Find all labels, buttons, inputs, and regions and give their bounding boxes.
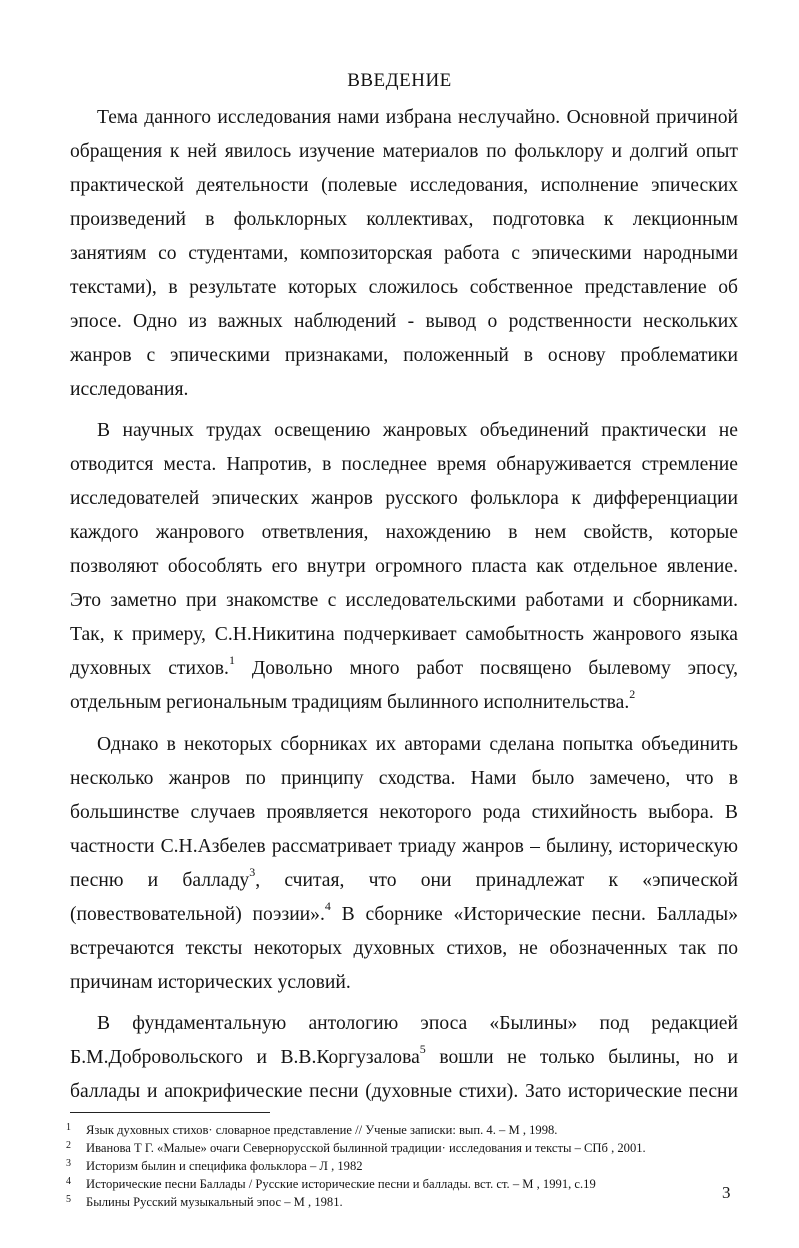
footnote-number: 4: [66, 1176, 71, 1187]
text-line: Однако в некоторых сборниках их авторами сделана попытка объединить: [97, 734, 738, 755]
footnote-number: 5: [66, 1194, 71, 1205]
text-span: песню и балладу: [70, 870, 250, 891]
footnote: [66, 1176, 766, 1192]
footnote-text: Язык духовных стихов· словарное представление // Ученые записки: вып. 4. – М , 1998.: [86, 1123, 558, 1137]
footnote-text: Иванова Т Г. «Малые» очаги Севернорусской былинной традиции· исследования и тексты – СПб , 2001.: [86, 1141, 646, 1155]
text-span: Довольно много работ посвящено былевому эпосу,: [234, 658, 738, 679]
text-line: эпосе. Одно из важных наблюдений - вывод о родственности нескольких: [70, 311, 738, 332]
text-line: [70, 653, 738, 680]
text-span: вошли не только былины, но и: [425, 1047, 738, 1068]
text-line: исследования.: [70, 379, 189, 400]
footnote-ref[interactable]: 2: [629, 687, 636, 702]
text-line: практической деятельности (полевые исследования, исполнение эпических: [70, 175, 738, 196]
text-line: отводится места. Напротив, в последнее время обнаруживается стремление: [70, 454, 738, 475]
text-line: произведений в фольклорных коллективах, подготовка к лекционным: [70, 209, 738, 230]
text-line: Так, к примеру, С.Н.Никитина подчеркивает самобытность жанрового языка: [70, 624, 738, 645]
text-line: текстами), в результате которых сложилось собственное представление об: [70, 277, 738, 298]
text-line: позволяют обособлять его внутри огромного пласта как отдельное явление.: [70, 556, 738, 577]
page-number: 3: [722, 1183, 731, 1202]
footnote: [66, 1122, 766, 1138]
text-line: жанров с эпическими признаками, положенный в основу проблематики: [70, 345, 738, 366]
footnote-divider: [70, 1112, 270, 1113]
text-line: большинстве случаев проявляется некоторого рода стихийность выбора. В: [70, 802, 738, 823]
text-line: [70, 865, 738, 892]
footnote-number: 2: [66, 1140, 71, 1151]
text-line: Тема данного исследования нами избрана неслучайно. Основной причиной: [97, 107, 738, 128]
text-line: баллады и апокрифические песни (духовные стихи). Зато исторические песни: [70, 1081, 738, 1102]
page-title: ВВЕДЕНИЕ: [347, 70, 452, 91]
footnote-text: Историзм былин и специфика фольклора – Л , 1982: [86, 1159, 363, 1173]
text-line: [70, 687, 738, 714]
footnote: [66, 1158, 766, 1174]
footnote-ref[interactable]: 5: [419, 1042, 426, 1057]
text-line: причинам исторических условий.: [70, 972, 351, 993]
footnote-number: 3: [66, 1158, 71, 1169]
text-span: Б.М.Добровольского и В.В.Коргузалова: [70, 1047, 420, 1068]
text-line: исследователей эпических жанров русского фольклора к дифференциации: [70, 488, 738, 509]
footnote-text: Исторические песни Баллады / Русские исторические песни и баллады. вст. ст. – М , 1991, с.19: [86, 1177, 596, 1191]
footnote-ref[interactable]: 3: [249, 865, 256, 880]
footnote: [66, 1194, 766, 1210]
footnote-ref[interactable]: 4: [324, 899, 331, 914]
text-line: обращения к ней явилось изучение материалов по фольклору и долгий опыт: [70, 141, 738, 162]
footnote-ref[interactable]: 1: [228, 653, 235, 668]
text-line: несколько жанров по принципу сходства. Нами было замечено, что в: [70, 768, 738, 789]
text-line: встречаются тексты некоторых духовных стихов, не обозначенных так по: [70, 938, 738, 959]
text-span: отдельным региональным традициям былинного исполнительства.: [70, 692, 630, 713]
text-span: (повествовательной) поэзии».: [70, 904, 325, 925]
text-span: духовных стихов.: [70, 658, 229, 679]
text-line: занятиям со студентами, композиторская работа с эпическими народными: [70, 243, 738, 264]
text-line: В научных трудах освещению жанровых объединений практически не: [97, 420, 738, 441]
text-span: В сборнике «Исторические песни. Баллады»: [330, 904, 739, 925]
text-line: Это заметно при знакомстве с исследовательскими работами и сборниками.: [70, 590, 738, 611]
text-span: , считая, что они принадлежат к «эпической: [255, 870, 738, 891]
footnote: [66, 1140, 766, 1156]
text-line: частности С.Н.Азбелев рассматривает триаду жанров – былину, историческую: [70, 836, 738, 857]
text-line: [70, 899, 739, 926]
footnote-number: 1: [66, 1122, 71, 1133]
text-line: [70, 1042, 738, 1069]
text-line: каждого жанрового ответвления, нахождению в нем свойств, которые: [70, 522, 738, 543]
text-line: В фундаментальную антологию эпоса «Былины» под редакцией: [97, 1013, 738, 1034]
footnote-text: Былины Русский музыкальный эпос – М , 1981.: [86, 1195, 343, 1209]
